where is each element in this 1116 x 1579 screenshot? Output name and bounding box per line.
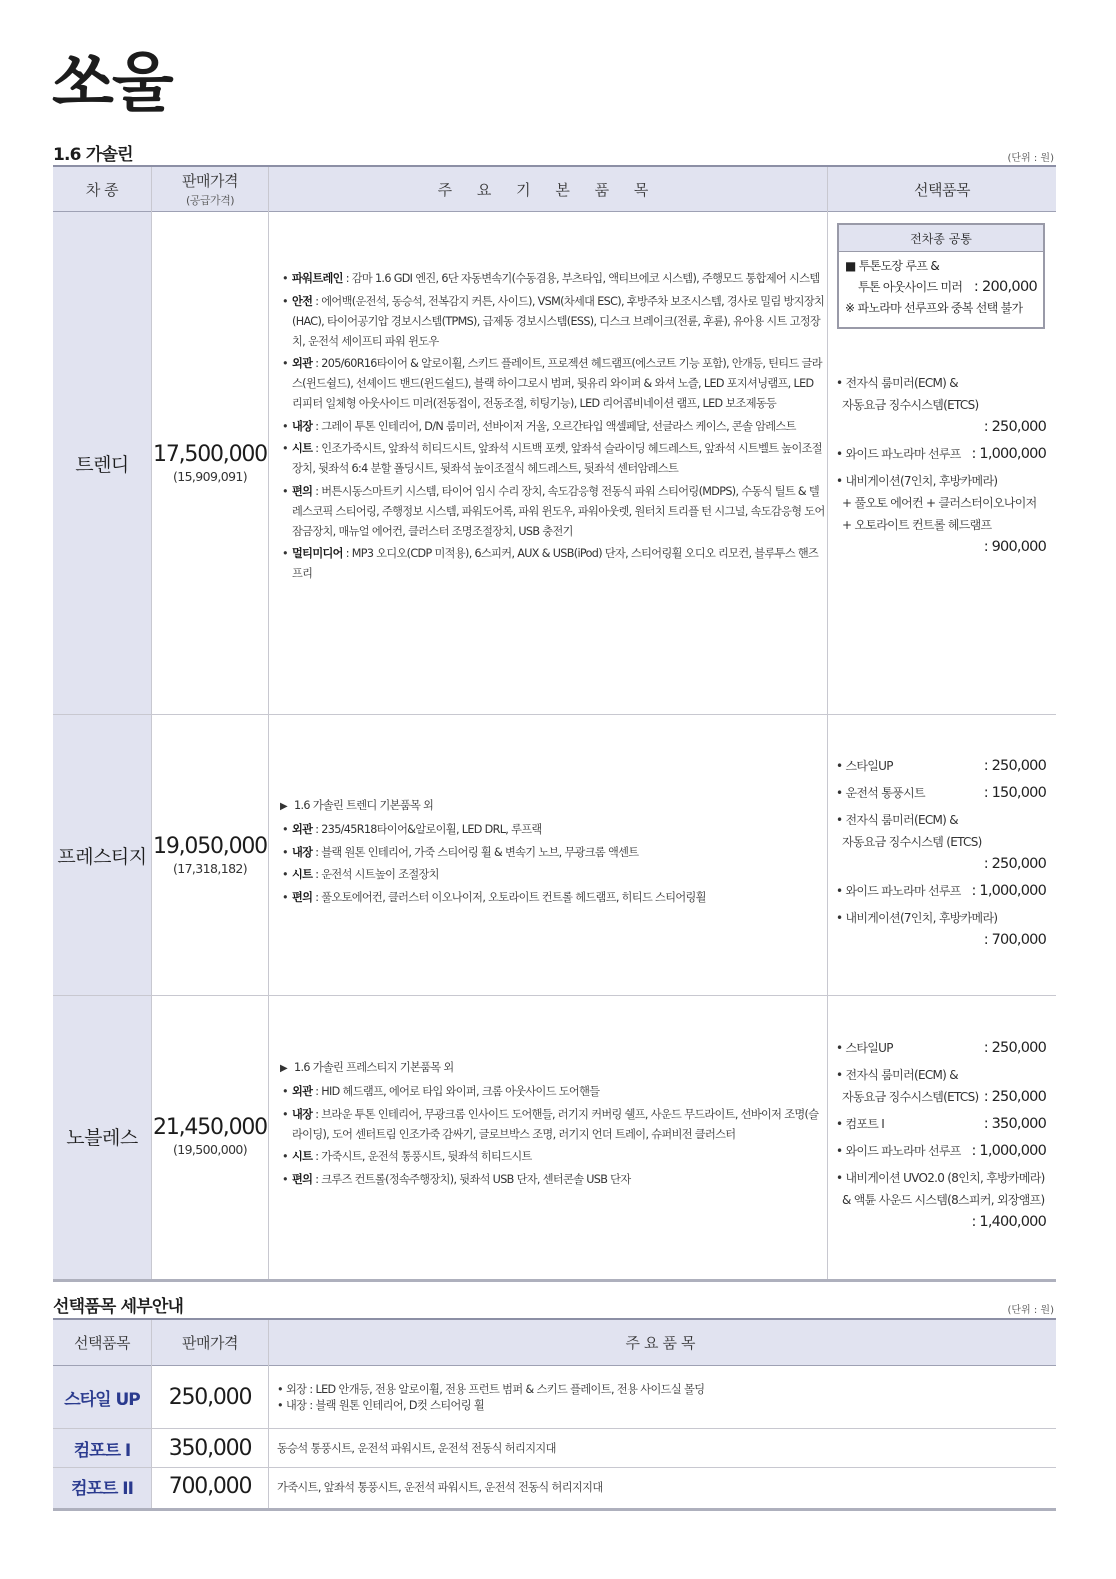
list-item: • 시트 : 가죽시트, 운전석 통풍시트, 뒷좌석 히티드시트 xyxy=(280,1147,825,1167)
list-item: • 시트 : 운전석 시트높이 조절장치 xyxy=(280,865,825,885)
list-item: • 내장 : 브라운 투톤 인테리어, 무광크롬 인사이드 도어핸들, 러기지 커버링 쉘프, 사운드 무드라이트, 선바이저 조명(슬라이딩), 도어 센터트림 인조가죽 감싸기, 글로브박스 조명, 러기지 언더 트레이, 슈퍼비전 클러스터 xyxy=(280,1105,825,1145)
list-item: • 외관 : 235/45R18타이어&알로이휠, LED DRL, 루프랙 xyxy=(280,820,825,840)
price-table xyxy=(53,165,1056,1282)
option-detail-table xyxy=(53,1318,1056,1511)
features-trendy xyxy=(280,269,825,587)
header-model: 차 종 xyxy=(85,180,119,199)
list-item: • 편의 : 크루즈 컨트롤(정속주행장치), 뒷좌석 USB 단자, 센터콘솔 USB 단자 xyxy=(280,1170,825,1190)
model-trendy: 트렌디 xyxy=(75,453,129,476)
list-item: • 멀티미디어 : MP3 오디오(CDP 미적용), 6스피커, AUX & USB(iPod) 단자, 스티어링휠 오디오 리모컨, 블루투스 핸즈프리 xyxy=(280,544,825,584)
header-options: 선택품목 xyxy=(914,180,970,199)
package-comfort-2-price: 700,000 xyxy=(168,1474,252,1499)
list-item: • 시트 : 인조가죽시트, 앞좌석 히티드시트, 앞좌석 시트백 포켓, 앞좌석 슬라이딩 헤드레스트, 앞좌석 시트벨트 높이조절장치, 뒷좌석 6:4 분할 폴딩시트, 뒷좌석 높이조절식 헤드레스트, 뒷좌석 센터암레스트 xyxy=(280,439,825,479)
package-comfort-1-desc: 동승석 통풍시트, 운전석 파워시트, 운전석 전동식 허리지지대 xyxy=(277,1442,556,1455)
list-item: • 파워트레인 : 감마 1.6 GDI 엔진, 6단 자동변속기(수동겸용, 부츠타입, 액티브에코 시스템), 주행모드 통합제어 시스템 xyxy=(280,269,825,289)
package-comfort-2: 컴포트 II xyxy=(71,1479,133,1499)
header-price: 판매가격 (공급가격) xyxy=(182,172,238,207)
list-item: • 외관 : HID 헤드램프, 에어로 타입 와이퍼, 크롬 아웃사이드 도어핸들 xyxy=(280,1082,825,1102)
list-item: • 편의 : 풀오토에어컨, 클러스터 이오나이저, 오토라이트 컨트롤 헤드램프, 히티드 스티어링휠 xyxy=(280,888,825,908)
header-option-desc: 주요품목 xyxy=(625,1334,700,1352)
features-prestige xyxy=(280,796,825,910)
package-style-up-price: 250,000 xyxy=(168,1384,252,1410)
unit-note-2: (단위 : 원) xyxy=(1007,1305,1054,1316)
options-trendy: • 전자식 룸미러(ECM) & 자동요금 징수시스템(ETCS) : 250,000 • 와이드 파노라마 선루프 : 1,000,000 • 내비게이션(7인치, 후방카메라) + 풀오토 에어컨 + 클러스터이오나이저 + 오토라이트 컨트롤 헤드램프 : 900,000 xyxy=(836,376,1046,555)
common-options-box: 전차종 공통 ■ 투톤도장 루프 & 투톤 아웃사이드 미러 : 200,000 ※ 파노라마 선루프와 중복 선택 불가 xyxy=(837,223,1045,329)
header-option-price: 판매가격 xyxy=(182,1334,238,1352)
price-noblesse: 21,450,000 (19,500,000) xyxy=(153,1115,267,1157)
list-item: ▶ 1.6 가솔린 트렌디 기본품목 외 xyxy=(280,796,825,817)
list-item: • 안전 : 에어백(운전석, 동승석, 전복감지 커튼, 사이드), VSM(차세대 ESC), 후방주차 보조시스템, 경사로 밀림 방지장치(HAC), 타이어공기압 경보시스템(TPMS), 급제동 경보시스템(ESS), 디스크 브레이크(전륜, 후륜), 유아용 시트 고정장치, 운전석 세이프티 파워 윈도우 xyxy=(280,292,825,352)
list-item: • 내장 : 그레이 투톤 인테리어, D/N 룸미러, 선바이저 거울, 오르간타입 액셀페달, 선글라스 케이스, 콘솔 암레스트 xyxy=(280,417,825,437)
list-item: • 내장 : 블랙 원톤 인테리어, 가죽 스티어링 휠 & 변속기 노브, 무광크롬 액센트 xyxy=(280,843,825,863)
model-noblesse: 노블레스 xyxy=(66,1126,138,1149)
list-item: ▶ 1.6 가솔린 프레스티지 기본품목 외 xyxy=(280,1058,825,1079)
features-noblesse xyxy=(280,1058,825,1192)
package-comfort-1-price: 350,000 xyxy=(168,1435,252,1461)
price-trendy: 17,500,000 (15,909,091) xyxy=(153,442,267,484)
unit-note: (단위 : 원) xyxy=(1007,153,1054,164)
options-prestige: • 스타일UP : 250,000 • 운전석 통풍시트 : 150,000 • 전자식 룸미러(ECM) & 자동요금 징수시스템 (ETCS) : 250,000 • 와이드 파노라마 선루프 : 1,000,000 • 내비게이션(7인치, 후방카메라) : 700,000 xyxy=(836,758,1046,948)
header-option-item: 선택품목 xyxy=(74,1334,130,1352)
header-features: 주 요 기 본 품 목 xyxy=(437,180,659,199)
section-title-gasoline: 1.6 가솔린 xyxy=(53,145,133,165)
package-comfort-1: 컴포트 I xyxy=(73,1440,131,1461)
page-title: 쏘울 xyxy=(52,47,172,121)
price-prestige: 19,050,000 (17,318,182) xyxy=(153,834,267,876)
list-item: • 외관 : 205/60R16타이어 & 알로이휠, 스키드 플레이트, 프로젝션 헤드램프(에스코트 기능 포함), 안개등, 틴티드 글라스(윈드쉴드), 선셰이드 밴드(윈드쉴드), 블랙 하이그로시 범퍼, 뒷유리 와이퍼 & 와셔 노즐, LED 포지셔닝램프, LED 리피터 일체형 아웃사이드 미러(전동접이, 전동조절, 히팅기능), LED 리어콤비네이션 램프, LED 보조제동등 xyxy=(280,354,825,414)
section-title-option-details: 선택품목 세부안내 xyxy=(53,1297,184,1317)
list-item: • 편의 : 버튼시동스마트키 시스템, 타이어 임시 수리 장치, 속도감응형 전동식 파워 스티어링(MDPS), 수동식 틸트 & 텔레스코픽 스티어링, 주행정보 시스템, 파워도어록, 파워 윈도우, 파워아웃렛, 원터치 트리플 턴 시그널, 속도감응형 도어 잠금장치, 매뉴얼 에어컨, 클러스터 조명조절장치, USB 충전기 xyxy=(280,482,825,542)
package-style-up: 스타일 UP xyxy=(64,1389,140,1410)
model-prestige: 프레스티지 xyxy=(57,845,147,868)
package-style-up-desc: • 외장 : LED 안개등, 전용 알로이휠, 전용 프런트 범퍼 & 스키드 플레이트, 전용 사이드실 몰딩 • 내장 : 블랙 원톤 인테리어, D컷 스티어링 휠 xyxy=(277,1383,705,1412)
options-noblesse: • 스타일UP : 250,000 • 전자식 룸미러(ECM) & 자동요금 징수시스템(ETCS) : 250,000 • 컴포트 I : 350,000 • 와이드 파노라마 선루프 : 1,000,000 • 내비게이션 UVO2.0 (8인치, 후방카메라) & 액튠 사운드 시스템(8스피커, 외장앰프) : 1,400,000 xyxy=(836,1040,1046,1230)
package-comfort-2-desc: 가죽시트, 앞좌석 통풍시트, 운전석 파워시트, 운전석 전동식 허리지지대 xyxy=(277,1480,603,1494)
